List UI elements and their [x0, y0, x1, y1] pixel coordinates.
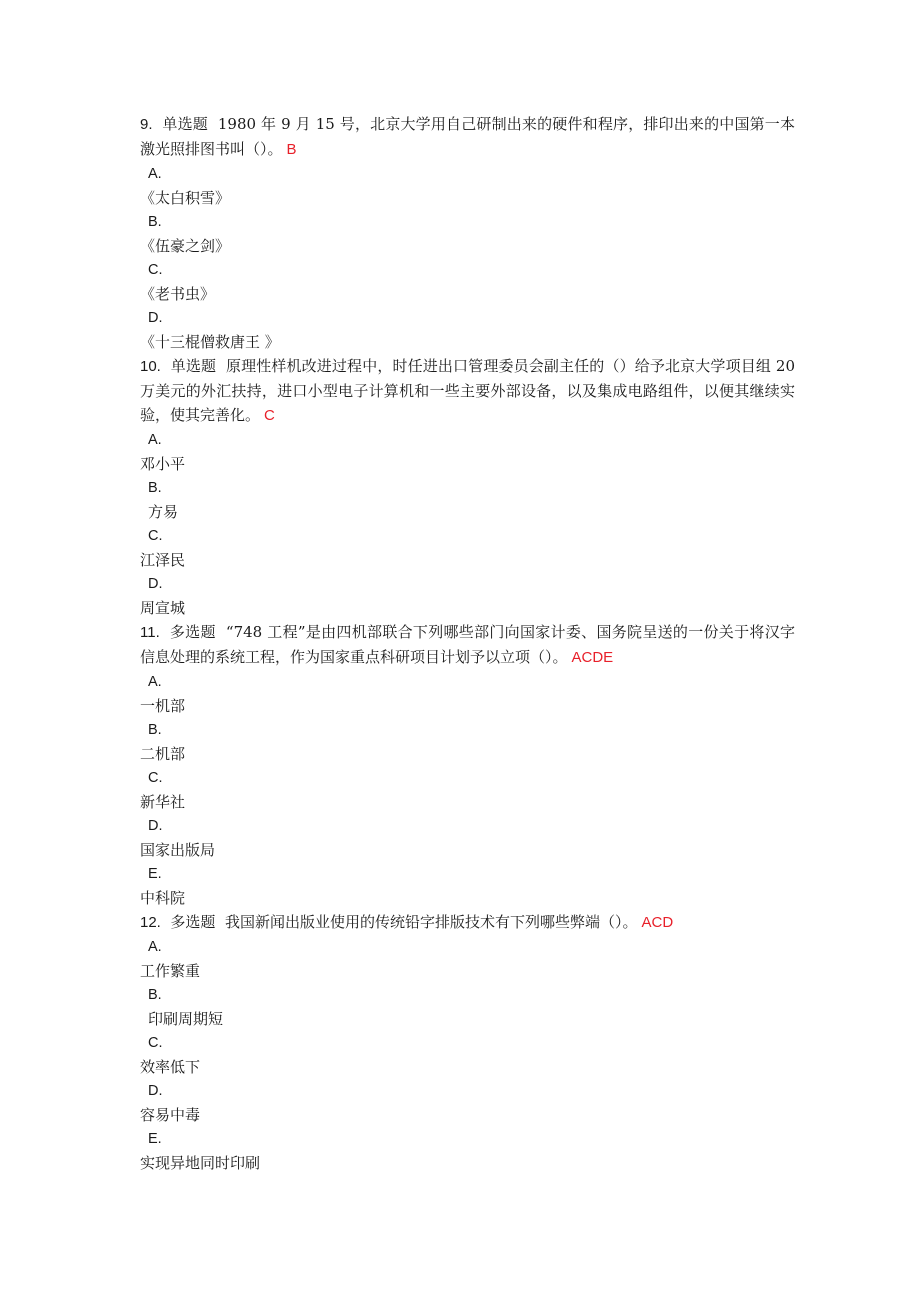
option-letter: A. — [148, 432, 162, 448]
question-text: 原理性样机改进过程中，时任进出口管理委员会副主任的（）给予北京大学项目组 20 万美元的外汇扶持，进口小型电子计算机和一些主要外部设备，以及集成电路组件，以便其继续实验，使其完善化。 — [140, 357, 795, 424]
option-text: 《太白积雪》 — [140, 189, 231, 207]
option-text: 周宣城 — [140, 599, 186, 617]
option-letter: E. — [148, 1131, 162, 1147]
question-11 — [140, 620, 795, 910]
option-letter: B. — [148, 214, 162, 230]
option-letter: D. — [148, 576, 163, 592]
question-stem — [140, 910, 795, 935]
option-text: 印刷周期短 — [148, 1010, 224, 1028]
option-text: 效率低下 — [140, 1058, 201, 1076]
option-text: 《十三棍僧救唐王 》 — [140, 333, 280, 351]
document-page — [140, 112, 795, 1175]
question-number: 10. — [140, 358, 161, 375]
question-text: “748 工程”是由四机部联合下列哪些部门向国家计委、国务院呈送的一份关于将汉字信息处理的系统工程，作为国家重点科研项目计划予以立项（）。 — [140, 623, 795, 666]
question-type: 单选题 — [170, 358, 217, 375]
option-letter: C. — [148, 262, 163, 278]
option-text: 二机部 — [140, 745, 186, 763]
answer-key: ACD — [641, 914, 674, 931]
option-letter: A. — [148, 939, 162, 955]
answer-key: C — [264, 407, 275, 424]
option-letter: B. — [148, 987, 162, 1003]
option-text: 新华社 — [140, 793, 186, 811]
question-number: 9. — [140, 116, 153, 133]
option-text: 《伍豪之剑》 — [140, 237, 231, 255]
question-9 — [140, 112, 795, 354]
question-text: 1980 年 9 月 15 号，北京大学用自己研制出来的硬件和程序，排印出来的中国第一本激光照排图书叫（）。 — [140, 115, 795, 158]
option-letter: D. — [148, 818, 163, 834]
option-letter: D. — [148, 310, 163, 326]
question-10 — [140, 354, 795, 620]
question-stem — [140, 354, 795, 428]
option-letter: B. — [148, 722, 162, 738]
option-text: 国家出版局 — [140, 841, 216, 859]
question-type: 单选题 — [162, 116, 208, 133]
question-number: 11. — [140, 624, 160, 641]
option-text: 邓小平 — [140, 455, 186, 473]
question-number: 12. — [140, 914, 161, 931]
question-text: 我国新闻出版业使用的传统铅字排版技术有下列哪些弊端（）。 — [224, 913, 638, 931]
option-text: 一机部 — [140, 697, 186, 715]
question-12 — [140, 910, 795, 1175]
question-type: 多选题 — [169, 624, 216, 641]
question-stem — [140, 112, 795, 162]
option-text: 容易中毒 — [140, 1106, 201, 1124]
option-text: 《老书虫》 — [140, 285, 216, 303]
option-letter: C. — [148, 1035, 163, 1051]
option-text: 实现异地同时印刷 — [140, 1154, 261, 1172]
option-letter: A. — [148, 166, 162, 182]
option-letter: B. — [148, 480, 162, 496]
option-text: 方易 — [148, 503, 179, 521]
question-type: 多选题 — [170, 914, 216, 931]
option-text: 中科院 — [140, 889, 186, 907]
option-letter: A. — [148, 674, 162, 690]
answer-key: B — [286, 141, 297, 158]
option-letter: C. — [148, 770, 163, 786]
option-letter: D. — [148, 1083, 163, 1099]
answer-key: ACDE — [571, 649, 614, 666]
option-text: 工作繁重 — [140, 962, 201, 980]
option-letter: E. — [148, 866, 162, 882]
option-letter: C. — [148, 528, 163, 544]
option-text: 江泽民 — [140, 551, 186, 569]
question-stem — [140, 620, 795, 670]
